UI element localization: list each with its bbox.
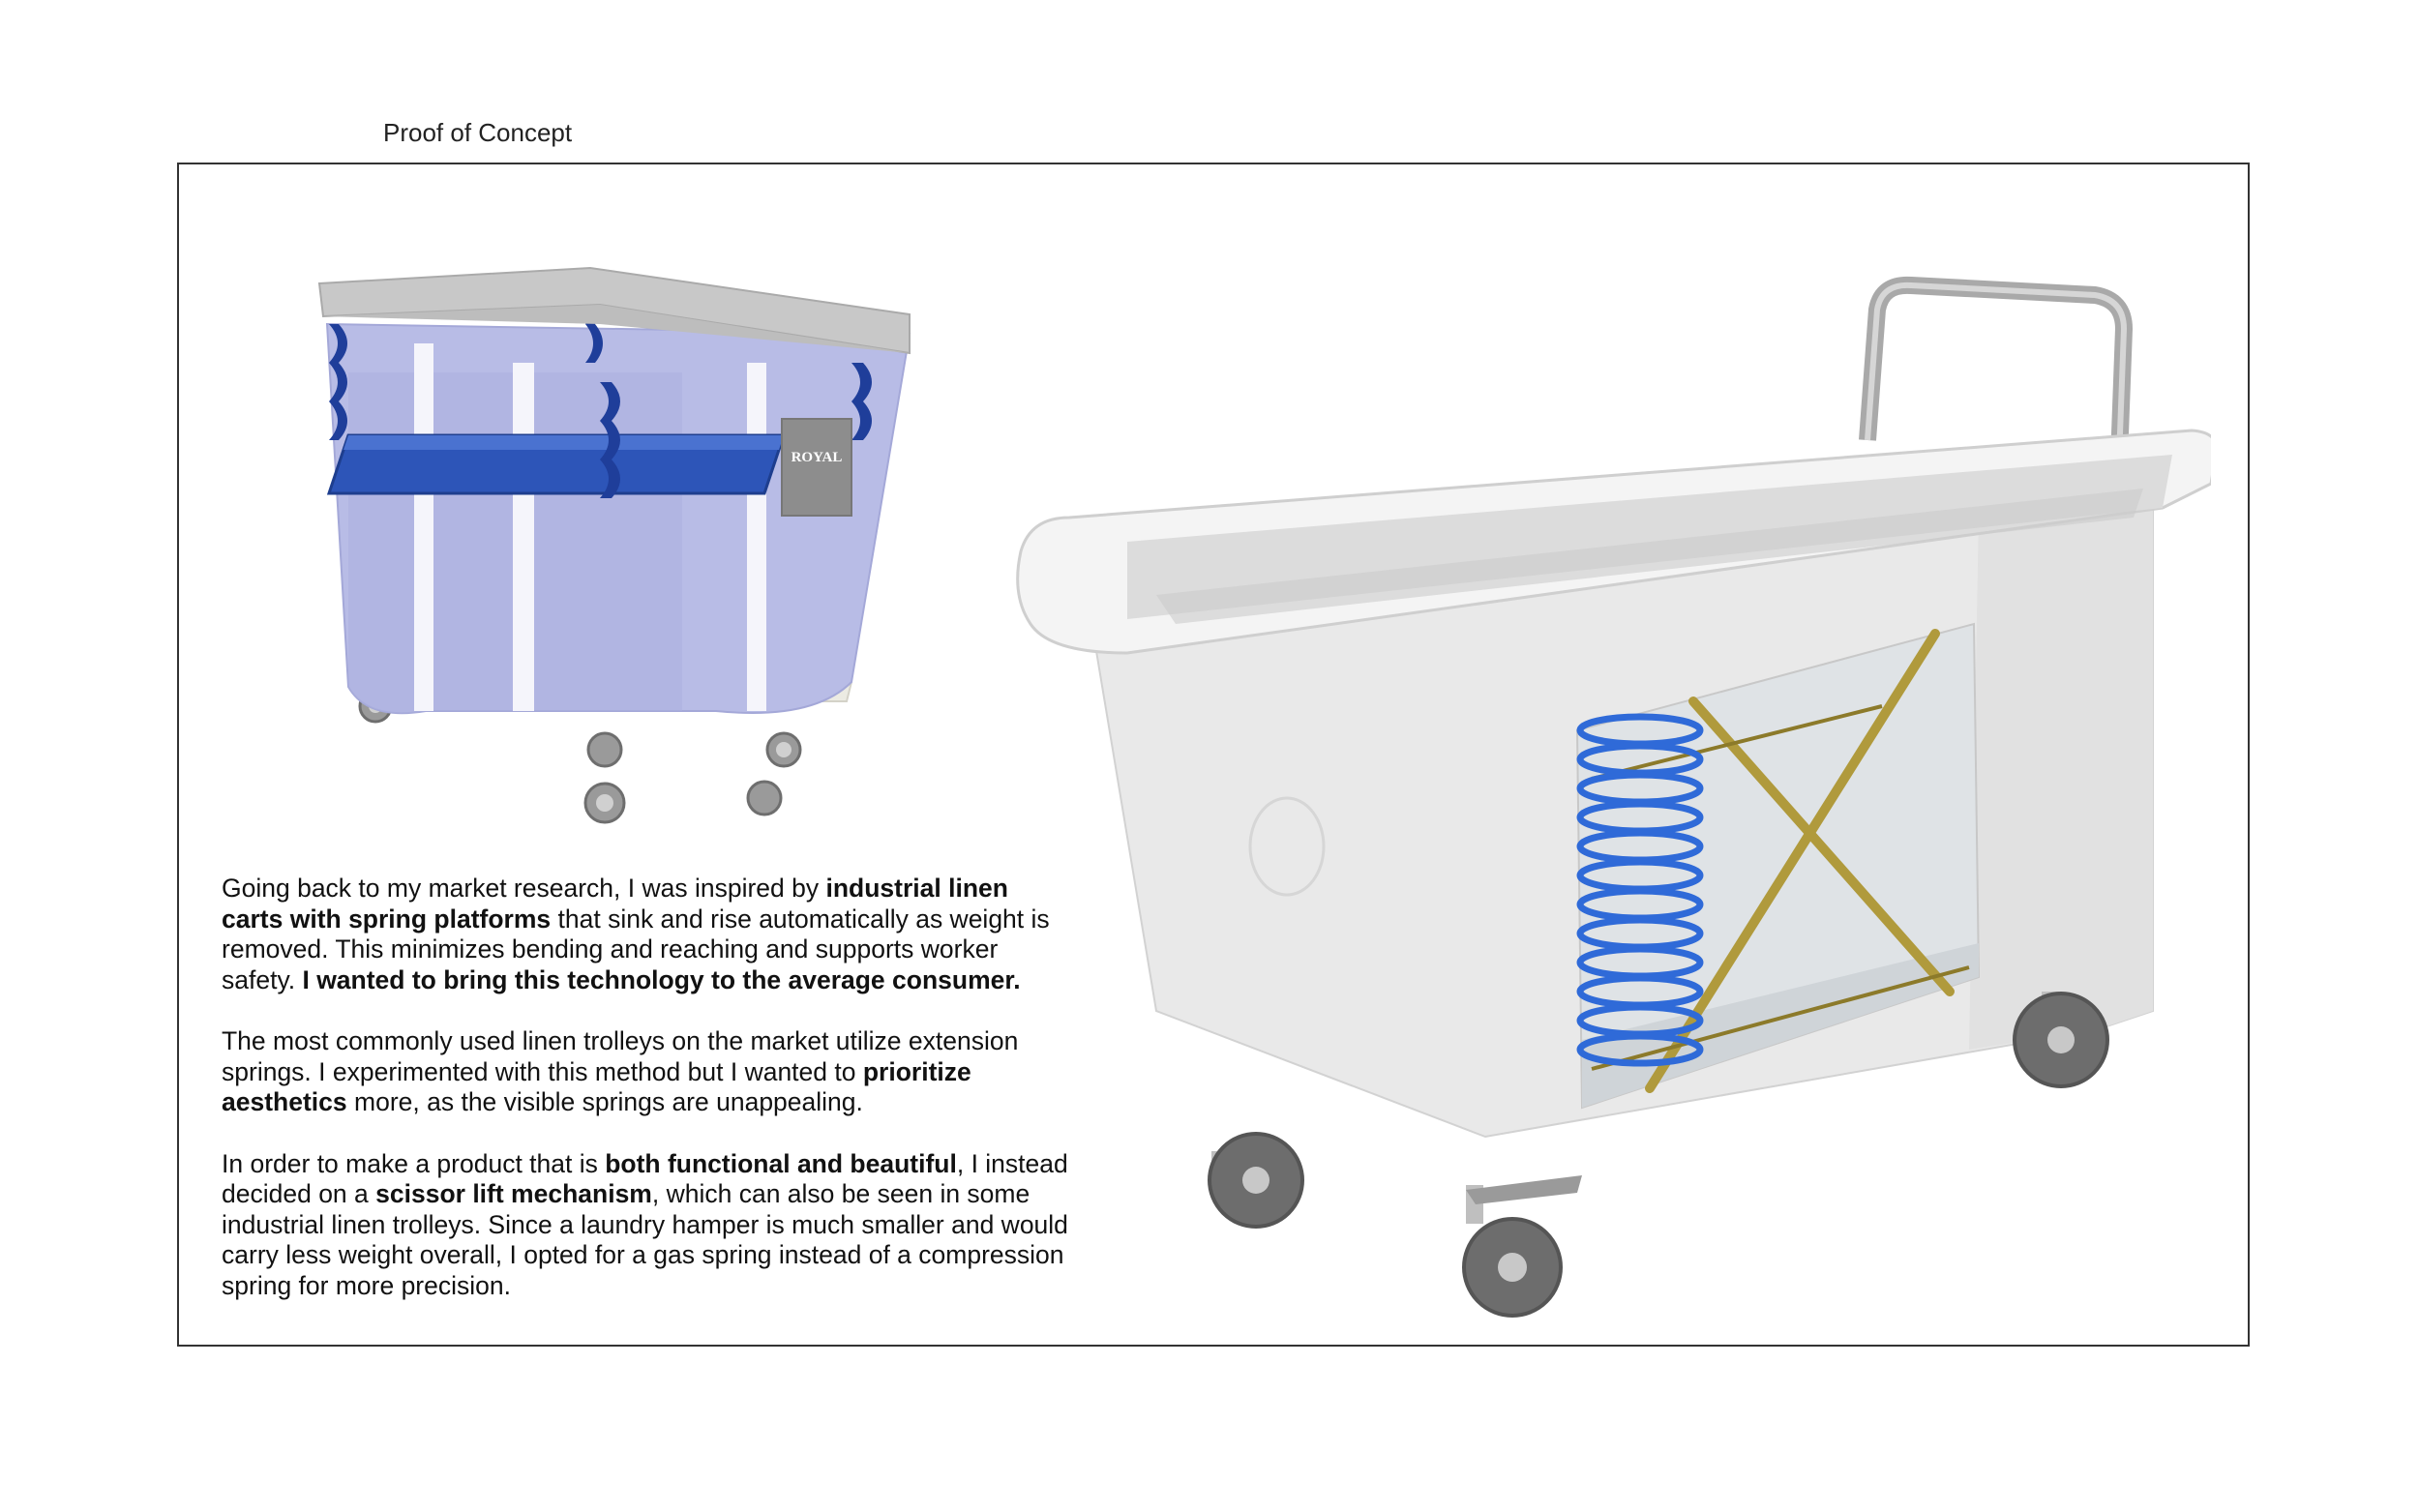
emphasis-text: I wanted to bring this technology to the average consumer.	[302, 964, 1021, 994]
body-text: , I instead decided on a	[222, 1148, 1068, 1208]
body-text: , which can also be seen in some industrial linen trolleys. Since a laundry hamper is much smaller and would carry less weight overall, I opted for a gas spring instead of a compression spring for more precision.	[222, 1179, 1068, 1300]
paragraph-scissor-lift	[222, 1149, 1073, 1302]
body-text: Going back to my market research, I was inspired by	[222, 874, 826, 903]
page-title: Proof of Concept	[383, 118, 573, 147]
body-text: more, as the visible springs are unappealing.	[346, 1087, 863, 1116]
scissor-cart-drawing	[1011, 276, 2211, 1320]
linen-cart-drawing	[310, 256, 919, 837]
brand-plate-text: ROYAL	[791, 450, 843, 465]
emphasis-text: prioritize aesthetics	[222, 1056, 971, 1116]
emphasis-text: scissor lift mechanism	[375, 1179, 652, 1208]
body-text: that sink and rise automatically as weight is removed. This minimizes bending and reaching and supports worker safety.	[222, 904, 1050, 994]
emphasis-text: both functional and beautiful	[605, 1148, 957, 1178]
paragraph-extension-springs	[222, 1026, 1073, 1118]
scissor-lift-cart-illustration	[1011, 276, 2211, 1320]
emphasis-text: industrial linen carts with spring platforms	[222, 874, 1008, 934]
body-text: The most commonly used linen trolleys on the market utilize extension springs. I experimented with this method but I wanted to	[222, 1026, 1019, 1086]
paragraph-market-research	[222, 874, 1073, 995]
description-text	[222, 874, 1073, 1332]
linen-cart-illustration	[310, 256, 919, 837]
body-text: In order to make a product that is	[222, 1148, 606, 1178]
